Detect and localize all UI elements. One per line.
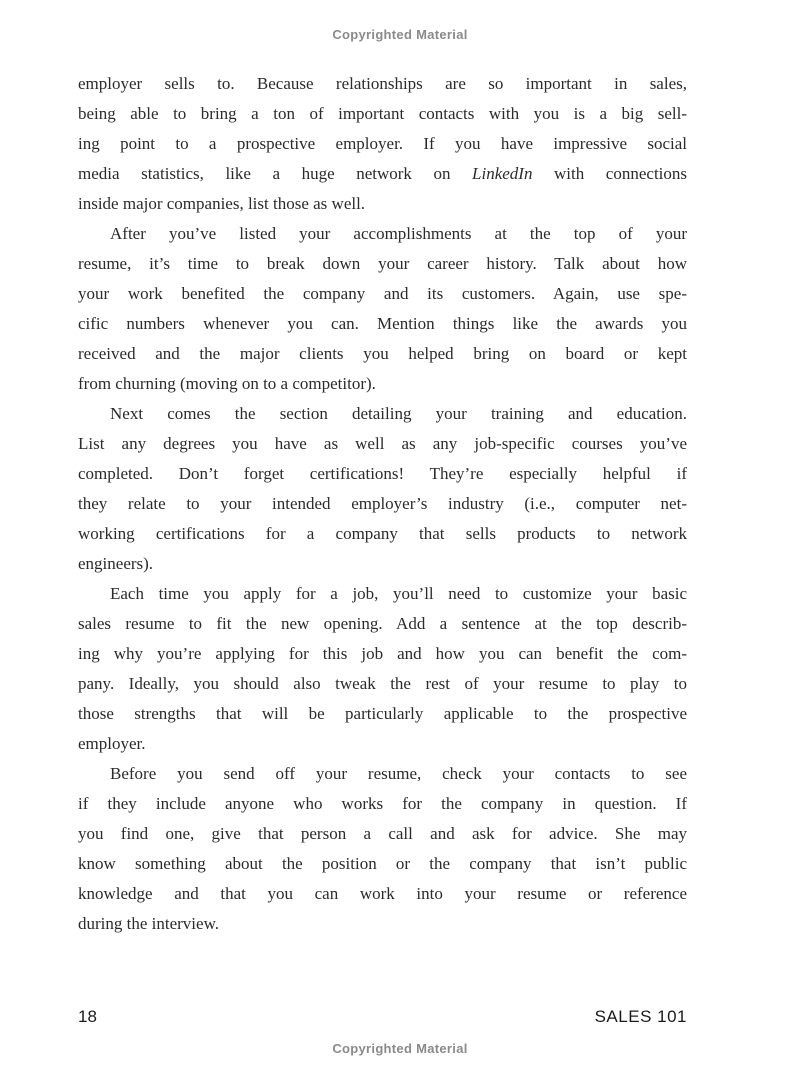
text-line: working certifications for a company that sells products to network: [78, 524, 687, 543]
text-line: resume, it’s time to break down your career history. Talk about how: [78, 254, 687, 273]
text-line: those strengths that will be particularly applicable to the prospective: [78, 704, 687, 723]
paragraph-3: [78, 399, 687, 579]
paragraph-2: [78, 219, 687, 399]
text-line: engineers).: [78, 554, 154, 573]
text-line: ing point to a prospective employer. If you have impressive social: [78, 134, 687, 153]
text-line: employer.: [78, 734, 146, 753]
text-line: received and the major clients you helped bring on board or kept: [78, 344, 687, 363]
book-title: SALES 101: [594, 1007, 687, 1026]
paragraph-5: [78, 759, 687, 939]
copyright-notice-top: Copyrighted Material: [332, 27, 468, 42]
text-line: Before you send off your resume, check your contacts to see: [110, 764, 687, 783]
text-line: Each time you apply for a job, you’ll need to customize your basic: [110, 584, 687, 603]
text-line: inside major companies, list those as well.: [78, 194, 366, 213]
text-line: you find one, give that person a call and ask for advice. She may: [78, 824, 687, 843]
page-number: 18: [78, 1007, 97, 1026]
text-line: pany. Ideally, you should also tweak the rest of your resume to play to: [78, 674, 687, 693]
text-line: sales resume to fit the new opening. Add a sentence at the top describ-: [78, 614, 687, 633]
text-line: ing why you’re applying for this job and how you can benefit the com-: [78, 644, 687, 663]
text-line: know something about the position or the company that isn’t public: [78, 854, 687, 873]
page-footer: [78, 1007, 687, 1027]
text-line: cific numbers whenever you can. Mention things like the awards you: [78, 314, 687, 333]
text-line: After you’ve listed your accomplishments at the top of your: [110, 224, 687, 243]
text-line: during the interview.: [78, 914, 219, 933]
text-line: being able to bring a ton of important contacts with you is a big sell-: [78, 104, 687, 123]
text-line: completed. Don’t forget certifications! They’re especially helpful if: [78, 464, 687, 483]
text-line: Next comes the section detailing your training and education.: [110, 404, 687, 423]
text-line: your work benefited the company and its customers. Again, use spe-: [78, 284, 687, 303]
text-line: they relate to your intended employer’s industry (i.e., computer net-: [78, 494, 687, 513]
text-line: media statistics, like a huge network on LinkedIn with connections: [78, 164, 687, 183]
text-line: from churning (moving on to a competitor).: [78, 374, 376, 393]
text-line: knowledge and that you can work into your resume or reference: [78, 884, 687, 903]
copyright-notice-bottom: Copyrighted Material: [332, 1041, 468, 1056]
text-line: if they include anyone who works for the company in question. If: [78, 794, 687, 813]
page-body: [78, 69, 687, 939]
paragraph-1: [78, 69, 687, 219]
text-line: employer sells to. Because relationships are so important in sales,: [78, 74, 687, 93]
text-line: List any degrees you have as well as any job-specific courses you’ve: [78, 434, 687, 453]
paragraph-4: [78, 579, 687, 759]
